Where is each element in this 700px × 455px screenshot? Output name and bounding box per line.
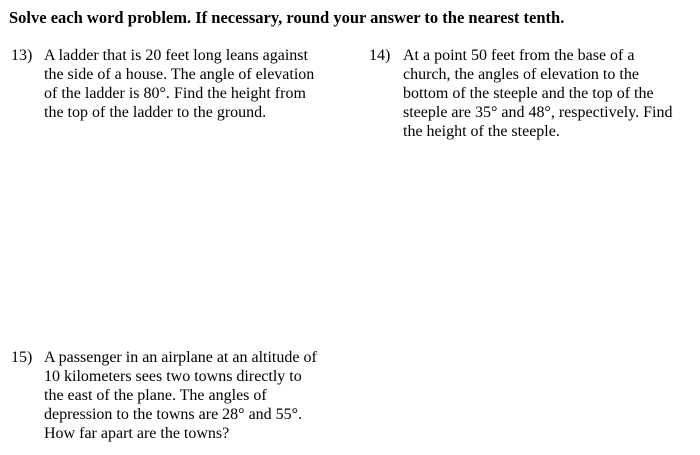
problem-line: the height of the steeple. [403, 123, 560, 140]
problem-number: 14) [369, 47, 391, 64]
problem-line: the top of the ladder to the ground. [44, 104, 267, 121]
problem-line: depression to the towns are 28° and 55°. [44, 406, 303, 423]
problem-line: the side of a house. The angle of elevation [44, 66, 315, 83]
problem-line: of the ladder is 80°. Find the height from [44, 85, 306, 102]
problem-line: steeple are 35° and 48°, respectively. Find [403, 104, 673, 121]
problem-line: church, the angles of elevation to the [403, 66, 639, 83]
problem-line: At a point 50 feet from the base of a [403, 47, 635, 64]
problem-line: How far apart are the towns? [44, 425, 230, 442]
problem-number: 13) [11, 47, 33, 64]
problem-text [403, 46, 672, 141]
problem-line: A ladder that is 20 feet long leans against [44, 47, 308, 64]
problem-number: 15) [11, 349, 33, 366]
instructions-heading: Solve each word problem. If necessary, round your answer to the nearest tenth. [9, 8, 565, 27]
problem-line: bottom of the steeple and the top of the [403, 85, 654, 102]
problem-line: the east of the plane. The angles of [44, 387, 267, 404]
problem-text [44, 348, 317, 443]
problem-line: A passenger in an airplane at an altitude of [44, 349, 317, 366]
problem-line: 10 kilometers sees two towns directly to [44, 368, 302, 385]
problem-text [44, 46, 314, 122]
